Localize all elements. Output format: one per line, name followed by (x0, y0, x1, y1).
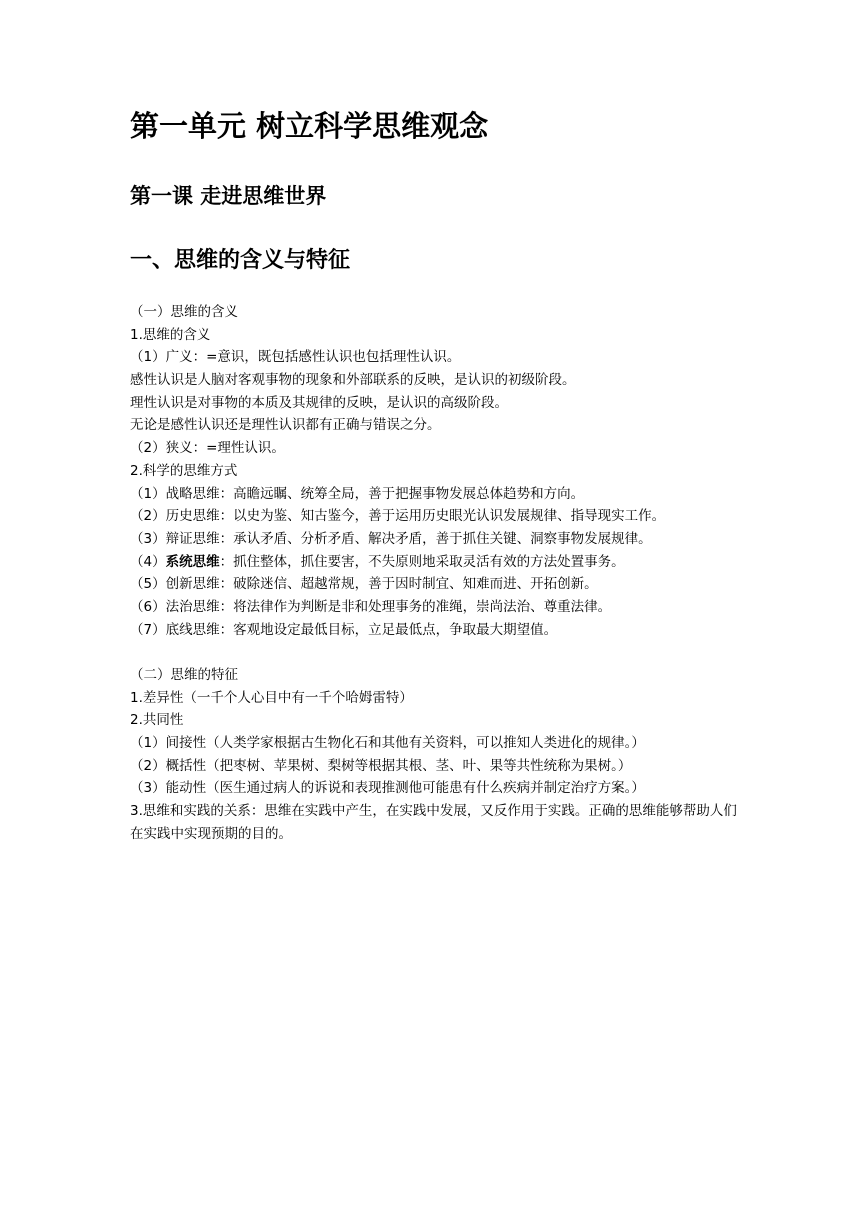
subsection-heading-meaning: （一）思维的含义 (130, 304, 238, 320)
item-meaning: 1.思维的含义 (130, 326, 211, 343)
thinking-way-innovative: （5）创新思维：破除迷信、超越常规，善于因时制宜、知难而进、开拓创新。 (130, 576, 598, 593)
thinking-way-dialectical: （3）辩证思维：承认矛盾、分析矛盾、解决矛盾，善于抓住关键、洞察事物发展规律。 (130, 530, 652, 547)
feature-commonality: 2.共同性 (130, 712, 184, 729)
thinking-way-systematic-term: 系统思维 (165, 553, 220, 570)
narrow-definition: （2）狭义：=理性认识。 (130, 440, 285, 457)
right-and-wrong-note: 无论是感性认识还是理性认识都有正确与错误之分。 (130, 417, 441, 434)
feature-initiative: （3）能动性（医生通过病人的诉说和表现推测他可能患有什么疾病并制定治疗方案。） (130, 780, 645, 797)
section-title: 一、思维的含义与特征 (130, 248, 351, 273)
subsection-heading-features: （二）思维的特征 (130, 667, 238, 683)
feature-difference: 1.差异性（一千个人心目中有一千个哈姆雷特） (130, 689, 413, 706)
thinking-way-bottom-line: （7）底线思维：客观地设定最低目标，立足最低点，争取最大期望值。 (130, 621, 558, 638)
rational-cognition: 理性认识是对事物的本质及其规律的反映，是认识的高级阶段。 (130, 394, 508, 411)
section-body (130, 301, 740, 846)
feature-indirectness: （1）间接性（人类学家根据古生物化石和其他有关资料，可以推知人类进化的规律。） (130, 735, 645, 752)
perceptual-cognition: 感性认识是人脑对客观事物的现象和外部联系的反映，是认识的初级阶段。 (130, 372, 576, 389)
thinking-way-strategic: （1）战略思维：高瞻远瞩、统筹全局，善于把握事物发展总体趋势和方向。 (130, 485, 585, 502)
unit-title: 第一单元 树立科学思维观念 (130, 109, 489, 143)
thinking-way-systematic (130, 551, 740, 574)
spacer (130, 641, 740, 664)
thinking-way-systematic-number: （4） (130, 553, 166, 570)
broad-definition: （1）广义：=意识，既包括感性认识也包括理性认识。 (130, 349, 461, 366)
thinking-way-historical: （2）历史思维：以史为鉴、知古鉴今，善于运用历史眼光认识发展规律、指导现实工作。 (130, 508, 666, 525)
item-scientific-thinking: 2.科学的思维方式 (130, 462, 238, 479)
thinking-way-systematic-text: ：抓住整体，抓住要害，不失原则地采取灵活有效的方法处置事务。 (219, 553, 625, 570)
thinking-practice-relation: 3.思维和实践的关系：思维在实践中产生，在实践中发展，又反作用于实践。正确的思维能够帮助人们在实践中实现预期的目的。 (130, 803, 737, 842)
thinking-way-rule-of-law: （6）法治思维：将法律作为判断是非和处理事务的准绳，崇尚法治、尊重法律。 (130, 598, 612, 615)
feature-generalization: （2）概括性（把枣树、苹果树、梨树等根据其根、茎、叶、果等共性统称为果树。） (130, 757, 632, 774)
lesson-title: 第一课 走进思维世界 (130, 184, 327, 208)
